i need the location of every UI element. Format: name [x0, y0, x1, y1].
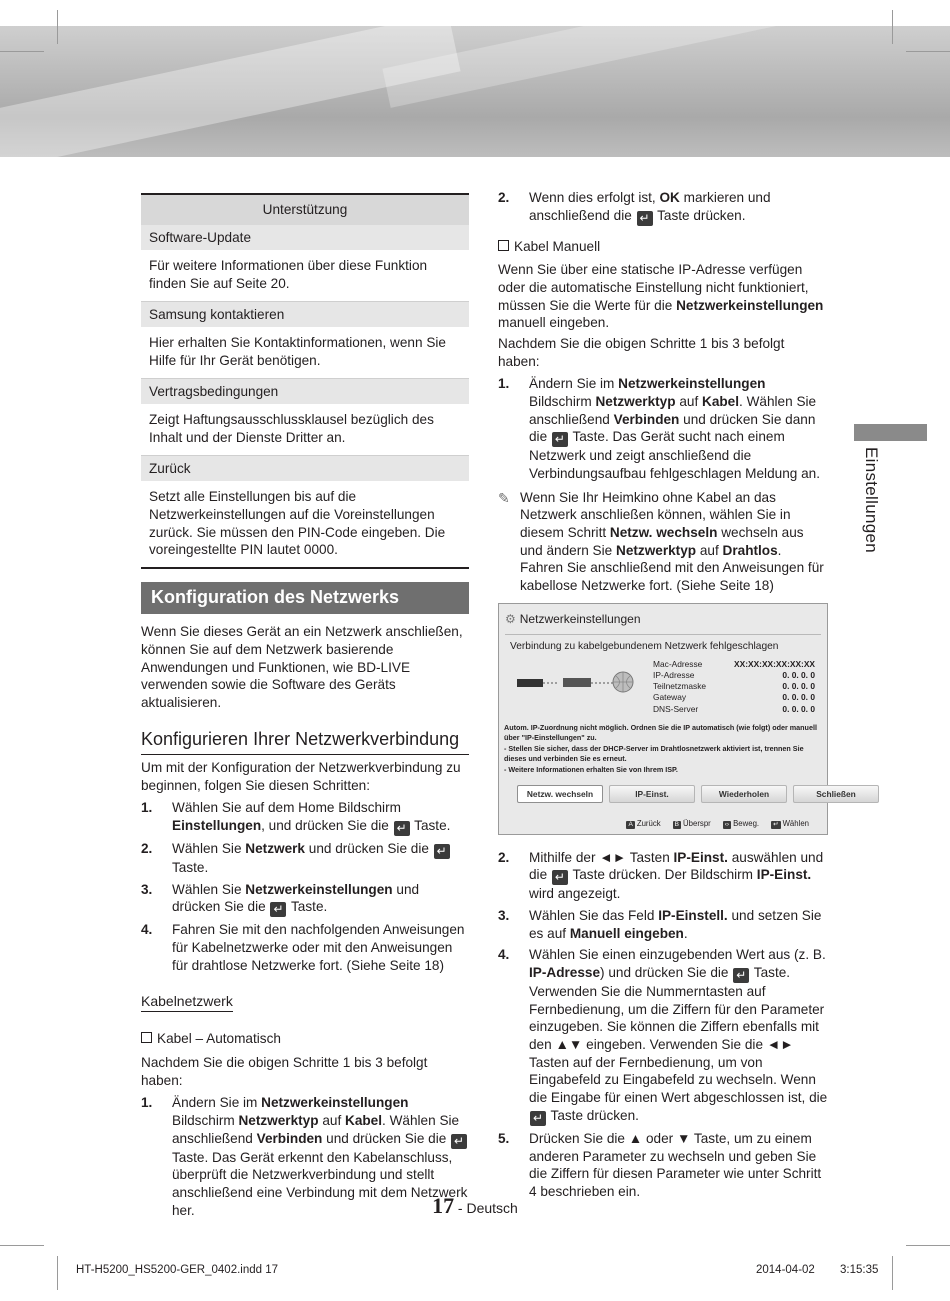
manual-after: Nachdem Sie die obigen Schritte 1 bis 3 befolgt haben: — [498, 336, 785, 369]
step-text: auf — [675, 394, 702, 410]
note-bold: Drahtlos — [722, 542, 778, 558]
info-row — [653, 659, 815, 670]
note-bold: Netzwerktyp — [616, 542, 697, 558]
step-text: Wählen Sie auf dem Home Bildschirm — [172, 800, 401, 816]
manual-intro-text: manuell eingeben. — [498, 315, 610, 331]
list-item — [141, 840, 469, 877]
note-bold: Netzw. wechseln — [609, 525, 718, 541]
step-bold: Manuell eingeben — [569, 925, 684, 941]
step-number: 3. — [141, 881, 153, 897]
screen-divider — [505, 634, 821, 635]
footer-file: HT-H5200_HS5200-GER_0402.indd 17 — [76, 1264, 279, 1276]
step-bold: Netzwerkeinstellungen — [245, 881, 393, 897]
step-bold: Netzwerkeinstellungen — [618, 376, 766, 392]
crop-mark — [57, 1256, 58, 1290]
support-row-desc: Setzt alle Einstellungen bis auf die Netzwerkeinstellungen auf die Voreinstellungen zurück. Sie müssen den PIN-Code eingeben. Die voreingestellte PIN lautet 0000. — [141, 481, 469, 568]
step-number: 1. — [141, 800, 153, 816]
gear-icon: ⚙ — [505, 611, 516, 626]
key-b-icon: B — [674, 820, 680, 828]
manual-heading: Kabel Manuell — [514, 238, 601, 254]
help-line: - Stellen Sie sicher, dass der DHCP-Server im Drahtlosnetzwerk aktiviert ist, trennen Sie dieses und verbinden Sie es erneut. — [504, 743, 804, 764]
change-network-button[interactable]: Netzw. wechseln — [517, 785, 603, 803]
enter-key-icon: ↵ — [530, 1111, 546, 1126]
support-row-name: Zurück — [141, 455, 469, 481]
crop-mark — [57, 10, 58, 44]
note-text: wechseln aus und ändern Sie — [520, 525, 804, 558]
hint-label: Wählen — [782, 818, 809, 828]
info-label: Mac-Adresse — [653, 658, 703, 669]
right-column — [498, 189, 856, 1205]
step-text: wird angezeigt. — [529, 886, 621, 902]
step-text: und drücken Sie die — [322, 1130, 451, 1146]
footer-date: 2014-04-02 — [756, 1264, 815, 1276]
footer-hint — [626, 819, 660, 829]
key-a-icon: A — [628, 820, 633, 828]
info-row — [653, 704, 815, 715]
enter-key-icon: ↵ — [394, 821, 410, 836]
screen-help-text — [504, 723, 819, 775]
info-row — [653, 670, 815, 681]
step-text: Mithilfe der ◄► Tasten — [529, 849, 674, 865]
info-row — [653, 681, 815, 692]
step-number: 1. — [141, 1095, 153, 1111]
hint-label: Beweg. — [733, 818, 760, 828]
step-text: Taste. Das Gerät erkennt den Kabelanschluss, überprüft die Netzwerkverbindung und stellt anschließend eine Verbindung mit dem Netzwerk her. — [172, 1149, 468, 1218]
manual-heading-row — [498, 238, 828, 256]
support-row-name: Vertragsbedingungen — [141, 378, 469, 404]
ip-settings-button[interactable]: IP-Einst. — [609, 785, 695, 803]
list-item — [141, 921, 469, 974]
enter-key-icon: ↵ — [552, 870, 568, 885]
step-bold: IP-Einst. — [673, 849, 728, 865]
list-item — [498, 189, 828, 226]
list-item — [498, 946, 828, 1125]
support-row-name: Software-Update — [141, 225, 469, 251]
side-tab-label: Einstellungen — [862, 447, 882, 553]
step-bold: IP-Adresse — [529, 965, 601, 981]
left-column — [141, 193, 469, 1223]
note-text: auf — [696, 542, 723, 558]
step-bold: Verbinden — [256, 1130, 323, 1146]
sub-intro: Um mit der Konfiguration der Netzwerkverbindung zu beginnen, folgen Sie diesen Schritten: — [141, 759, 461, 793]
enter-key-icon: ↵ — [637, 211, 653, 226]
step-bold: IP-Einstell. — [658, 908, 728, 924]
step-text: Taste. Verwenden Sie die Nummerntasten auf Fernbedienung, um die Ziffern für den Parameter einzugeben. Sie können die Ziffern ebenfalls mit den ▲▼ eingeben. Verwenden Sie die ◄► Tasten auf der Fernbedienung, um von Eingabefeld zu Eingabefeld zu wechseln. Wenn die Eingabe für einen Wert abgeschlossen ist, die — [529, 965, 828, 1106]
step-text: und drücken Sie dann die — [529, 411, 816, 445]
info-value: 0. 0. 0. 0 — [782, 703, 815, 714]
step-text: Taste. — [172, 859, 209, 875]
note-text: Wenn Sie Ihr Heimkino ohne Kabel an das Netzwerk anschließen können, wählen Sie in diesem Schritt — [520, 489, 791, 541]
enter-key-icon: ↵ — [270, 902, 286, 917]
support-row-desc: Für weitere Informationen über diese Funktion finden Sie auf Seite 20. — [141, 250, 469, 301]
list-item — [498, 375, 828, 482]
hint-label: Überspr — [683, 818, 711, 828]
step-number: 3. — [498, 908, 510, 924]
step-bold: Verbinden — [613, 411, 680, 427]
side-tab-marker — [854, 424, 927, 441]
step-bold: OK — [659, 190, 680, 205]
auto-heading: Kabel – Automatisch — [157, 1031, 281, 1047]
step-text: markieren und anschließend die — [529, 190, 771, 223]
step-text: Drücken Sie die ▲ oder ▼ Taste, um zu einem anderen Parameter zu wechseln und geben Sie die Ziffern für diesen Parameter wie unter Schritt 4 beschrieben ein. — [529, 1130, 822, 1199]
auto-intro: Nachdem Sie die obigen Schritte 1 bis 3 befolgt haben: — [141, 1055, 428, 1088]
arrow-keys-icon: ‹› — [724, 820, 730, 828]
step-text: Taste. — [287, 899, 328, 915]
step-bold: Netzwerkeinstellungen — [261, 1095, 409, 1111]
step-text: Taste. — [410, 817, 451, 833]
step-text: . Wählen Sie anschließend — [529, 394, 817, 427]
step-text: . — [683, 925, 688, 941]
page-number-value: 17 — [432, 1193, 455, 1218]
step-number: 4. — [498, 947, 510, 963]
step-text: und drücken Sie die — [172, 881, 420, 915]
footer-hint — [723, 819, 759, 829]
step-text: ) und drücken Sie die — [600, 965, 733, 981]
step-bold: Kabel — [345, 1113, 383, 1129]
info-value: 0. 0. 0. 0 — [782, 681, 815, 692]
info-row — [653, 692, 815, 703]
auto-heading-row — [141, 1030, 469, 1048]
manual-steps — [498, 375, 828, 482]
info-label: DNS-Server — [653, 703, 699, 714]
support-table-title: Unterstützung — [141, 194, 469, 225]
support-table — [141, 193, 469, 569]
step-number: 2. — [141, 840, 153, 856]
crop-mark — [0, 51, 44, 52]
screen-footer — [626, 819, 809, 829]
page-number — [0, 1192, 950, 1221]
support-row-name: Samsung kontaktieren — [141, 301, 469, 327]
step-text: . Wählen Sie anschließend — [172, 1113, 460, 1146]
enter-key-icon: ↵ — [434, 844, 450, 859]
info-value: 0. 0. 0. 0 — [782, 669, 815, 680]
step-number: 4. — [141, 922, 153, 938]
support-row-desc: Hier erhalten Sie Kontaktinformationen, wenn Sie Hilfe für Ihr Gerät benötigen. — [141, 327, 469, 378]
enter-key-icon: ↵ — [552, 432, 568, 447]
support-row-desc: Zeigt Haftungsausschlussklausel bezüglich des Inhalt und der Dienste Dritter an. — [141, 404, 469, 455]
network-diagram-icon — [517, 670, 637, 696]
step-text: Bildschirm — [172, 1113, 239, 1129]
step-text: und setzen Sie es auf — [529, 908, 822, 941]
list-item — [141, 881, 469, 918]
enter-key-icon: ↵ — [773, 820, 779, 828]
info-label: Teilnetzmaske — [653, 681, 707, 692]
step-text: Taste. Das Gerät sucht nach einem Netzwerk und zeigt anschließend die Verbindungsaufbau fehlgeschlagen Meldung an. — [529, 429, 820, 482]
crop-mark — [892, 1256, 893, 1290]
screen-title-row — [505, 612, 641, 626]
info-value: 0. 0. 0. 0 — [782, 692, 815, 703]
step-bold: Netzwerk — [245, 840, 305, 856]
subheading: Konfigurieren Ihrer Netzwerkverbindung — [141, 728, 460, 749]
network-settings-screenshot — [498, 603, 856, 835]
info-label: Gateway — [653, 692, 687, 703]
manual-intro-text: Wenn Sie über eine statische IP-Adresse verfügen oder die automatische Einstellung nicht funktioniert, müssen Sie die Werte für die — [498, 262, 809, 313]
auto-steps-cont — [498, 189, 828, 226]
step-number: 2. — [498, 190, 510, 205]
footer-hint — [673, 819, 711, 829]
step-text: Fahren Sie mit den nachfolgenden Anweisungen für Kabelnetzwerke oder mit den Anweisungen für drahtlose Netzwerke fort. (Siehe Seite 18) — [172, 922, 465, 973]
note-text: . Fahren Sie anschließend mit den Anweisungen für kabellose Netzwerke fort. (Siehe Seite 18) — [520, 542, 824, 594]
crop-mark — [906, 1245, 950, 1246]
step-number: 5. — [498, 1130, 510, 1146]
step-text: , und drücken Sie die — [261, 817, 393, 833]
manual-steps-cont — [498, 849, 828, 1201]
step-text: auswählen und die — [529, 849, 824, 883]
wired-heading: Kabelnetzwerk — [141, 992, 233, 1012]
step-number: 1. — [498, 376, 510, 392]
list-item — [141, 799, 469, 836]
retry-button[interactable]: Wiederholen — [701, 785, 787, 803]
screen-info-table — [653, 659, 815, 715]
step-text: Wählen Sie das Feld — [529, 908, 659, 924]
crop-mark — [892, 10, 893, 44]
manual-intro — [498, 261, 828, 332]
header-band — [0, 26, 950, 157]
step-text: Wählen Sie — [172, 881, 246, 897]
list-item — [498, 1130, 828, 1201]
hint-label: Zurück — [636, 818, 661, 828]
step-text: und drücken Sie die — [304, 840, 433, 856]
screen-fail-message: Verbindung zu kabelgebundenem Netzwerk fehlgeschlagen — [510, 640, 779, 652]
subheading-rule — [141, 754, 469, 755]
help-line: - Weitere Informationen erhalten Sie von Ihrem ISP. — [504, 764, 678, 774]
manual-intro-bold: Netzwerkeinstellungen — [676, 297, 824, 313]
step-text: Bildschirm — [529, 394, 596, 410]
list-item — [498, 907, 828, 942]
note-pen-icon: ✎ — [498, 489, 510, 506]
section-intro: Wenn Sie dieses Gerät an ein Netzwerk anschließen, können Sie auf dem Netzwerk basierende Anwendungen und Funktionen, wie BD-LIVE verwenden sowie die Software des Geräts aktualisieren. — [141, 624, 463, 711]
info-label: IP-Adresse — [653, 669, 695, 680]
step-text: Taste drücken. — [547, 1107, 639, 1123]
list-item — [498, 849, 828, 903]
step-text: Wählen Sie einen einzugebenden Wert aus (z. B. — [529, 947, 826, 963]
crop-mark — [0, 1245, 44, 1246]
footer-time: 3:15:35 — [840, 1264, 879, 1276]
screen-title: Netzwerkeinstellungen — [519, 611, 641, 626]
info-value: XX:XX:XX:XX:XX:XX — [734, 658, 815, 669]
checkbox-square-icon — [141, 1032, 152, 1043]
crop-mark — [906, 51, 950, 52]
page-language: - Deutsch — [457, 1200, 518, 1216]
help-line: Autom. IP-Zuordnung nicht möglich. Ordnen Sie die IP automatisch (wie folgt) oder manuell über "IP-Einstellungen" zu. — [504, 722, 817, 743]
step-bold: Kabel — [702, 394, 740, 410]
step-number: 2. — [498, 849, 510, 865]
step-bold: Netzwerktyp — [595, 394, 676, 410]
step-bold: Netzwerktyp — [238, 1113, 319, 1129]
checkbox-square-icon — [498, 240, 509, 251]
step-text: auf — [318, 1113, 345, 1129]
screen-buttons — [517, 785, 879, 803]
step-text: Ändern Sie im — [529, 376, 619, 392]
step-text: Taste drücken. — [653, 207, 746, 223]
footer-hint — [771, 819, 809, 829]
config-steps — [141, 799, 469, 974]
step-text: Taste drücken. Der Bildschirm — [568, 867, 757, 883]
section-title: Konfiguration des Netzwerks — [141, 582, 469, 614]
step-text: Ändern Sie im — [172, 1095, 262, 1111]
step-text: Wählen Sie — [172, 840, 246, 856]
step-text: Wenn dies erfolgt ist, — [529, 190, 660, 205]
note — [498, 489, 828, 595]
step-bold: Einstellungen — [172, 817, 262, 833]
enter-key-icon: ↵ — [733, 968, 749, 983]
close-button[interactable]: Schließen — [793, 785, 879, 803]
enter-key-icon: ↵ — [451, 1134, 467, 1149]
step-bold: IP-Einst. — [756, 867, 812, 883]
